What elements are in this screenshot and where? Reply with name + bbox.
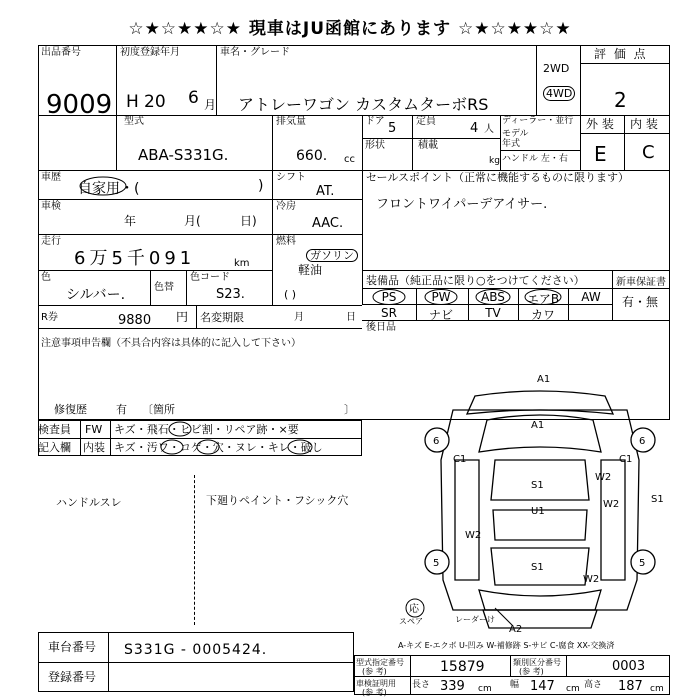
recycle-label: R券 — [41, 312, 58, 323]
drive-4wd: 4WD — [543, 86, 575, 101]
inspector-fw-items: キズ・飛石・ヒビ割・リペア跡・×要 — [114, 423, 299, 436]
deadline-month: 月 — [294, 312, 304, 323]
load-unit: kg — [489, 156, 500, 166]
damage-mark: S1 — [531, 480, 544, 491]
exterior-label: 外 装 — [586, 117, 614, 131]
mileage-value: 6万5千091 — [74, 248, 196, 269]
equip-sr: SR — [381, 306, 397, 320]
equipment-label: 装備品（純正品に限り○をつけてください） — [366, 274, 585, 287]
shift-value: AT. — [316, 184, 335, 199]
inspection-label: 車検 — [41, 201, 61, 212]
model-year-label2: 年式 — [502, 139, 521, 149]
damage-mark: W2 — [595, 472, 612, 483]
class-no-sub: (参 考) — [519, 667, 544, 676]
note-left: ハンドルスレ — [56, 496, 122, 509]
color-label: 色 — [41, 272, 51, 283]
inspection-year: 年 — [124, 214, 137, 228]
equip-navi: ナビ — [428, 308, 453, 322]
damage-mark: 5 — [639, 558, 646, 569]
damage-mark: 6 — [433, 436, 440, 447]
registration-month-unit: 月 — [204, 98, 217, 112]
registration-year: 20 — [144, 92, 166, 112]
shift-label: シフト — [276, 172, 306, 183]
inspector-nai: 内装 — [83, 441, 105, 454]
rating-value: 2 — [614, 88, 627, 112]
inspector-nai-items: キズ・汚ワ・コゲ・穴・ヌレ・キレ・破し — [114, 441, 323, 454]
inspection-day: 日) — [240, 214, 257, 228]
load-label: 積載 — [418, 140, 438, 151]
damage-mark: S1 — [531, 562, 544, 573]
damage-mark: C1 — [619, 454, 633, 465]
inspector-fw: FW — [85, 423, 103, 436]
color-change-label: 色替 — [154, 282, 174, 293]
repair-detail: 〔箇所 — [142, 403, 175, 416]
dealer-label: ディーラー・並行 — [502, 116, 574, 126]
chassis-value: S331G - 0005424. — [124, 642, 268, 658]
registration-label: 初度登録年月 — [120, 47, 180, 58]
damage-mark: U1 — [531, 506, 545, 517]
exterior-value: E — [594, 142, 607, 166]
damage-mark: レーダーけ — [455, 615, 495, 624]
damage-diagram — [395, 370, 685, 640]
chassis-label: 車台番号 — [48, 640, 97, 654]
cert-sub: (参 考) — [362, 688, 387, 697]
height-value: 187 — [618, 679, 643, 694]
fuel-gasoline: ガソリン — [306, 249, 358, 262]
displacement-unit: cc — [344, 154, 355, 165]
header-banner: ☆★☆★★☆★ 現車はJU函館にあります ☆★☆★★☆★ — [128, 19, 572, 39]
plate-label: 登録番号 — [48, 670, 97, 684]
legend-text: A-キズ E-エクボ U-凹み W-補修跡 S-サビ C-腐食 XX-交換済 — [398, 641, 615, 650]
height-label: 高さ — [584, 680, 603, 690]
inspection-month: 月( — [184, 214, 201, 228]
type-spec-sub: (参 考) — [362, 667, 387, 676]
inspector-row1-label: 検査員 — [38, 423, 71, 436]
registration-era: H — [126, 92, 139, 112]
repair-close: 〕 — [344, 403, 355, 416]
note-right: 下廻りペイント・フシック穴 — [206, 494, 349, 507]
type-spec-label: 型式指定番号 — [356, 658, 404, 667]
interior-value: C — [642, 142, 655, 163]
damage-mark: W2 — [583, 574, 600, 585]
damage-mark: 6 — [639, 436, 646, 447]
deadline-day: 日 — [346, 312, 356, 323]
rating-label: 評 価 点 — [594, 47, 648, 61]
cert-label: 車検証明用 — [356, 679, 396, 688]
equip-abs: ABS — [481, 290, 505, 304]
color-code-label: 色コード — [190, 272, 230, 283]
equip-aw: AW — [581, 290, 601, 304]
length-value: 339 — [440, 679, 465, 694]
model-year-label1: モデル — [502, 129, 529, 139]
damage-mark: A1 — [531, 420, 545, 431]
doors-value: 5 — [388, 121, 397, 136]
history-label: 車歴 — [41, 172, 61, 183]
interior-label: 内 装 — [630, 117, 658, 131]
fuel-label: 燃料 — [276, 236, 296, 247]
warranty-value: 有・無 — [622, 295, 659, 309]
recycle-value: 9880 — [118, 313, 152, 328]
shape-label: 形状 — [365, 140, 385, 151]
capacity-label: 定員 — [416, 116, 436, 127]
doors-label: ドア — [365, 116, 385, 127]
width-value: 147 — [530, 679, 555, 694]
recycle-unit: 円 — [176, 310, 189, 324]
notes-label: 注意事項申告欄（不具合内容は具体的に記入して下さい） — [41, 338, 301, 349]
fuel-other: ( ) — [284, 288, 297, 301]
lot-label: 出品番号 — [41, 47, 81, 58]
aircon-label: 冷房 — [276, 201, 296, 212]
damage-mark: スペア — [399, 617, 423, 626]
car-name-value: アトレーワゴン カスタムターボRS — [238, 95, 489, 114]
model-label: 型式 — [124, 116, 144, 127]
equip-pw: PW — [431, 290, 451, 304]
displacement-value: 660. — [296, 148, 328, 164]
damage-mark: C1 — [453, 454, 467, 465]
capacity-unit: 人 — [484, 124, 494, 135]
length-unit: cm — [478, 684, 492, 694]
damage-mark: W2 — [465, 530, 482, 541]
repair-label: 修復歴 — [54, 403, 87, 416]
equip-ps: PS — [381, 290, 397, 304]
aftermarket-label: 後日品 — [366, 322, 396, 333]
fuel-diesel: 軽油 — [298, 263, 323, 277]
damage-mark: A2 — [509, 624, 523, 635]
history-value: 自家用・( — [78, 181, 140, 197]
class-no-label: 類別区分番号 — [513, 658, 561, 667]
sales-point-value: フロントワイパーデアイサー. — [376, 197, 548, 212]
deadline-label: 名変期限 — [200, 311, 244, 324]
equip-airbag: エアB — [526, 292, 560, 306]
height-unit: cm — [650, 684, 664, 694]
damage-mark: S1 — [651, 494, 664, 505]
width-label: 幅 — [510, 680, 520, 690]
sales-point-label: セールスポイント（正常に機能するものに限ります） — [366, 171, 630, 184]
equip-tv: TV — [485, 306, 501, 320]
mileage-unit: km — [234, 258, 250, 269]
class-no-value: 0003 — [612, 659, 646, 674]
lot-number: 9009 — [46, 90, 113, 120]
model-value: ABA-S331G. — [138, 146, 229, 164]
color-code-value: S23. — [216, 287, 245, 302]
registration-month: 6 — [188, 88, 199, 108]
damage-mark: 応 — [409, 604, 419, 615]
capacity-value: 4 — [470, 121, 479, 136]
drive-2wd: 2WD — [543, 62, 570, 75]
damage-mark: W2 — [603, 499, 620, 510]
displacement-label: 排気量 — [276, 116, 306, 127]
width-unit: cm — [566, 684, 580, 694]
mileage-label: 走行 — [41, 236, 61, 247]
type-spec-value: 15879 — [440, 659, 485, 675]
damage-mark: 5 — [433, 558, 440, 569]
handle-label: ハンドル 左・右 — [502, 154, 568, 164]
warranty-label: 新車保証書 — [616, 277, 666, 288]
car-name-label: 車名・グレード — [220, 47, 290, 58]
history-close: ) — [258, 178, 264, 194]
aircon-value: AAC. — [312, 216, 344, 231]
repair-value: 有 — [116, 403, 127, 416]
length-label: 長さ — [412, 680, 431, 690]
equip-leather: カワ — [530, 308, 555, 322]
damage-mark: A1 — [537, 374, 551, 385]
color-value: シルバー. — [66, 287, 126, 303]
inspector-row2-label: 記入欄 — [38, 441, 71, 454]
